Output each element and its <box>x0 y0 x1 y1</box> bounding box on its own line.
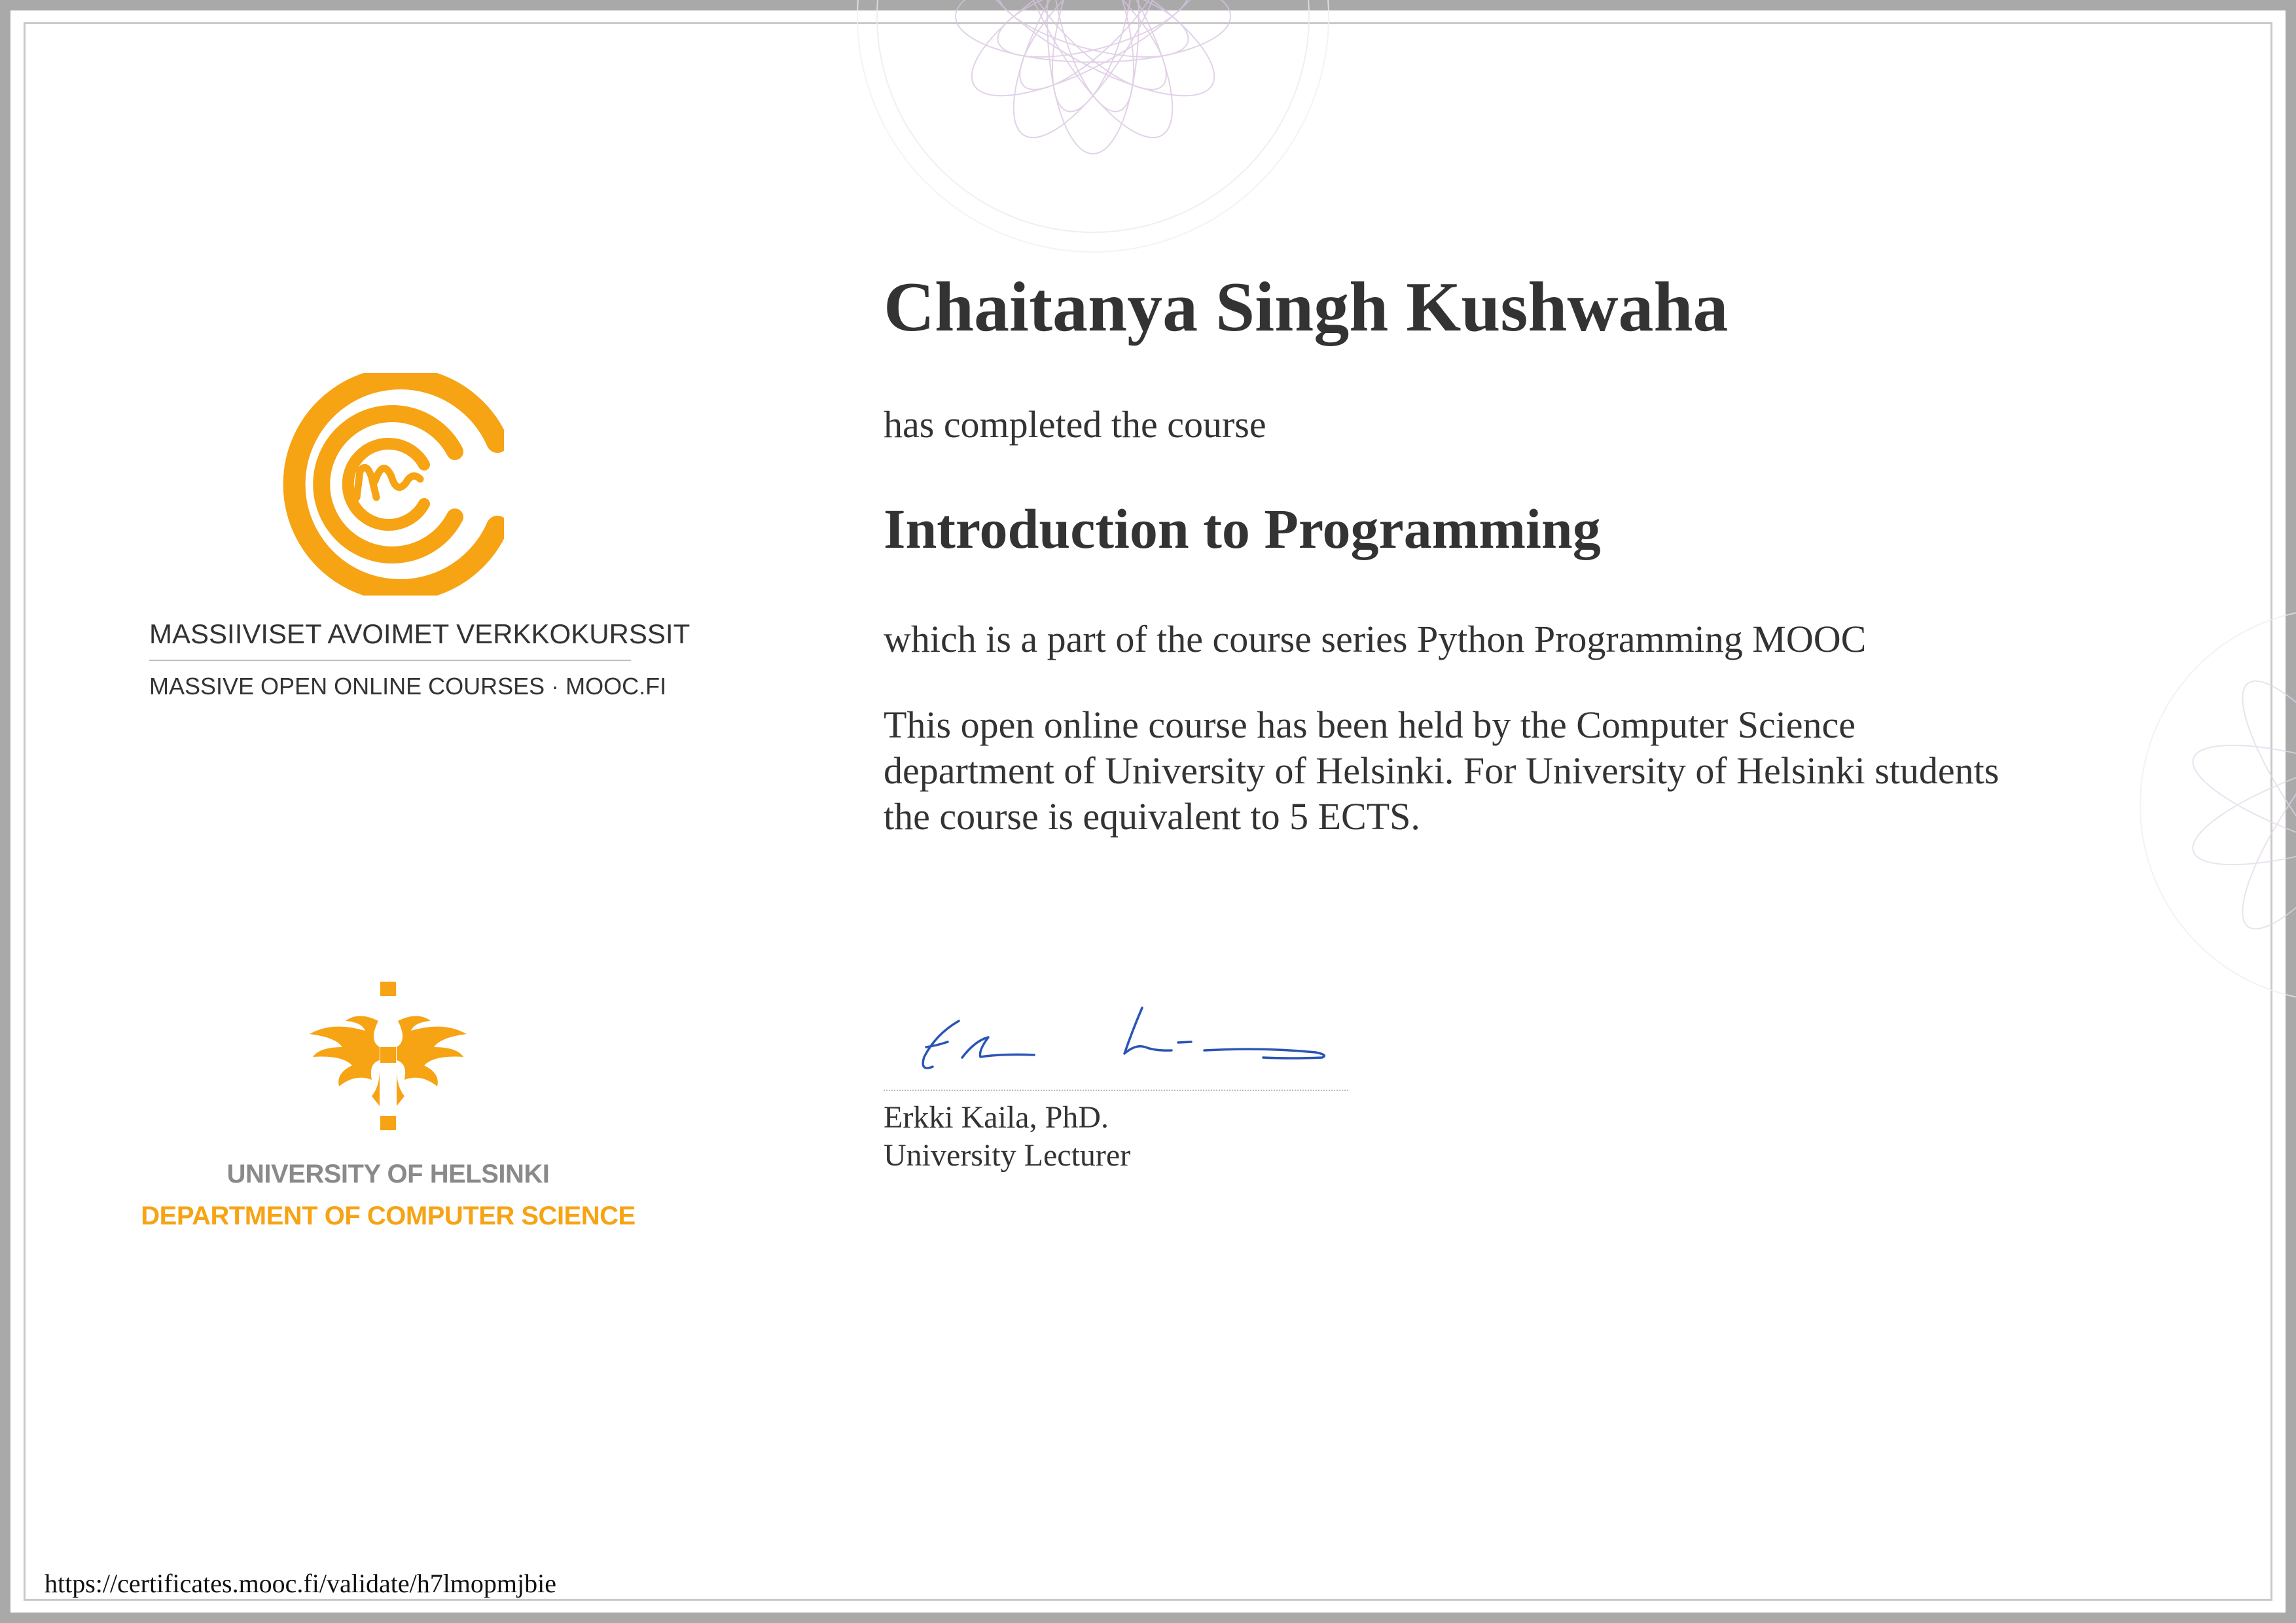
validation-url: https://certificates.mooc.fi/validate/h7lmopmjbie <box>45 1569 557 1598</box>
course-description-line: department of University of Helsinki. For University of Helsinki students <box>884 749 2000 792</box>
guilloche-rosette-right <box>2121 576 2296 1034</box>
course-series-statement: which is a part of the course series Python Programming MOOC <box>884 618 1867 660</box>
handwritten-signature <box>897 995 1342 1093</box>
course-title: Introduction to Programming <box>884 497 1601 560</box>
mooc-logo-divider <box>149 660 631 661</box>
signer-title: University Lecturer <box>884 1138 1131 1173</box>
guilloche-rosette-top <box>844 0 1342 268</box>
course-description-line: the course is equivalent to 5 ECTS. <box>884 795 1420 838</box>
mooc-logo-line-finnish: MASSIIVISET AVOIMET VERKKOKURSSIT <box>149 618 691 649</box>
completed-statement: has completed the course <box>884 403 1266 446</box>
signer-name: Erkki Kaila, PhD. <box>884 1100 1109 1135</box>
signature-line <box>884 1090 1348 1091</box>
course-description <box>884 702 2127 840</box>
mooc-logo-line-english: MASSIVE OPEN ONLINE COURSES · MOOC.FI <box>149 673 667 700</box>
department-name: DEPARTMENT OF COMPUTER SCIENCE <box>141 1202 636 1230</box>
recipient-name: Chaitanya Singh Kushwaha <box>884 268 1729 346</box>
university-of-helsinki-flame-icon <box>306 982 470 1132</box>
course-description-line: This open online course has been held by the Computer Science <box>884 704 1856 746</box>
mooc-logo-icon <box>268 373 504 596</box>
university-name: UNIVERSITY OF HELSINKI <box>226 1160 550 1188</box>
